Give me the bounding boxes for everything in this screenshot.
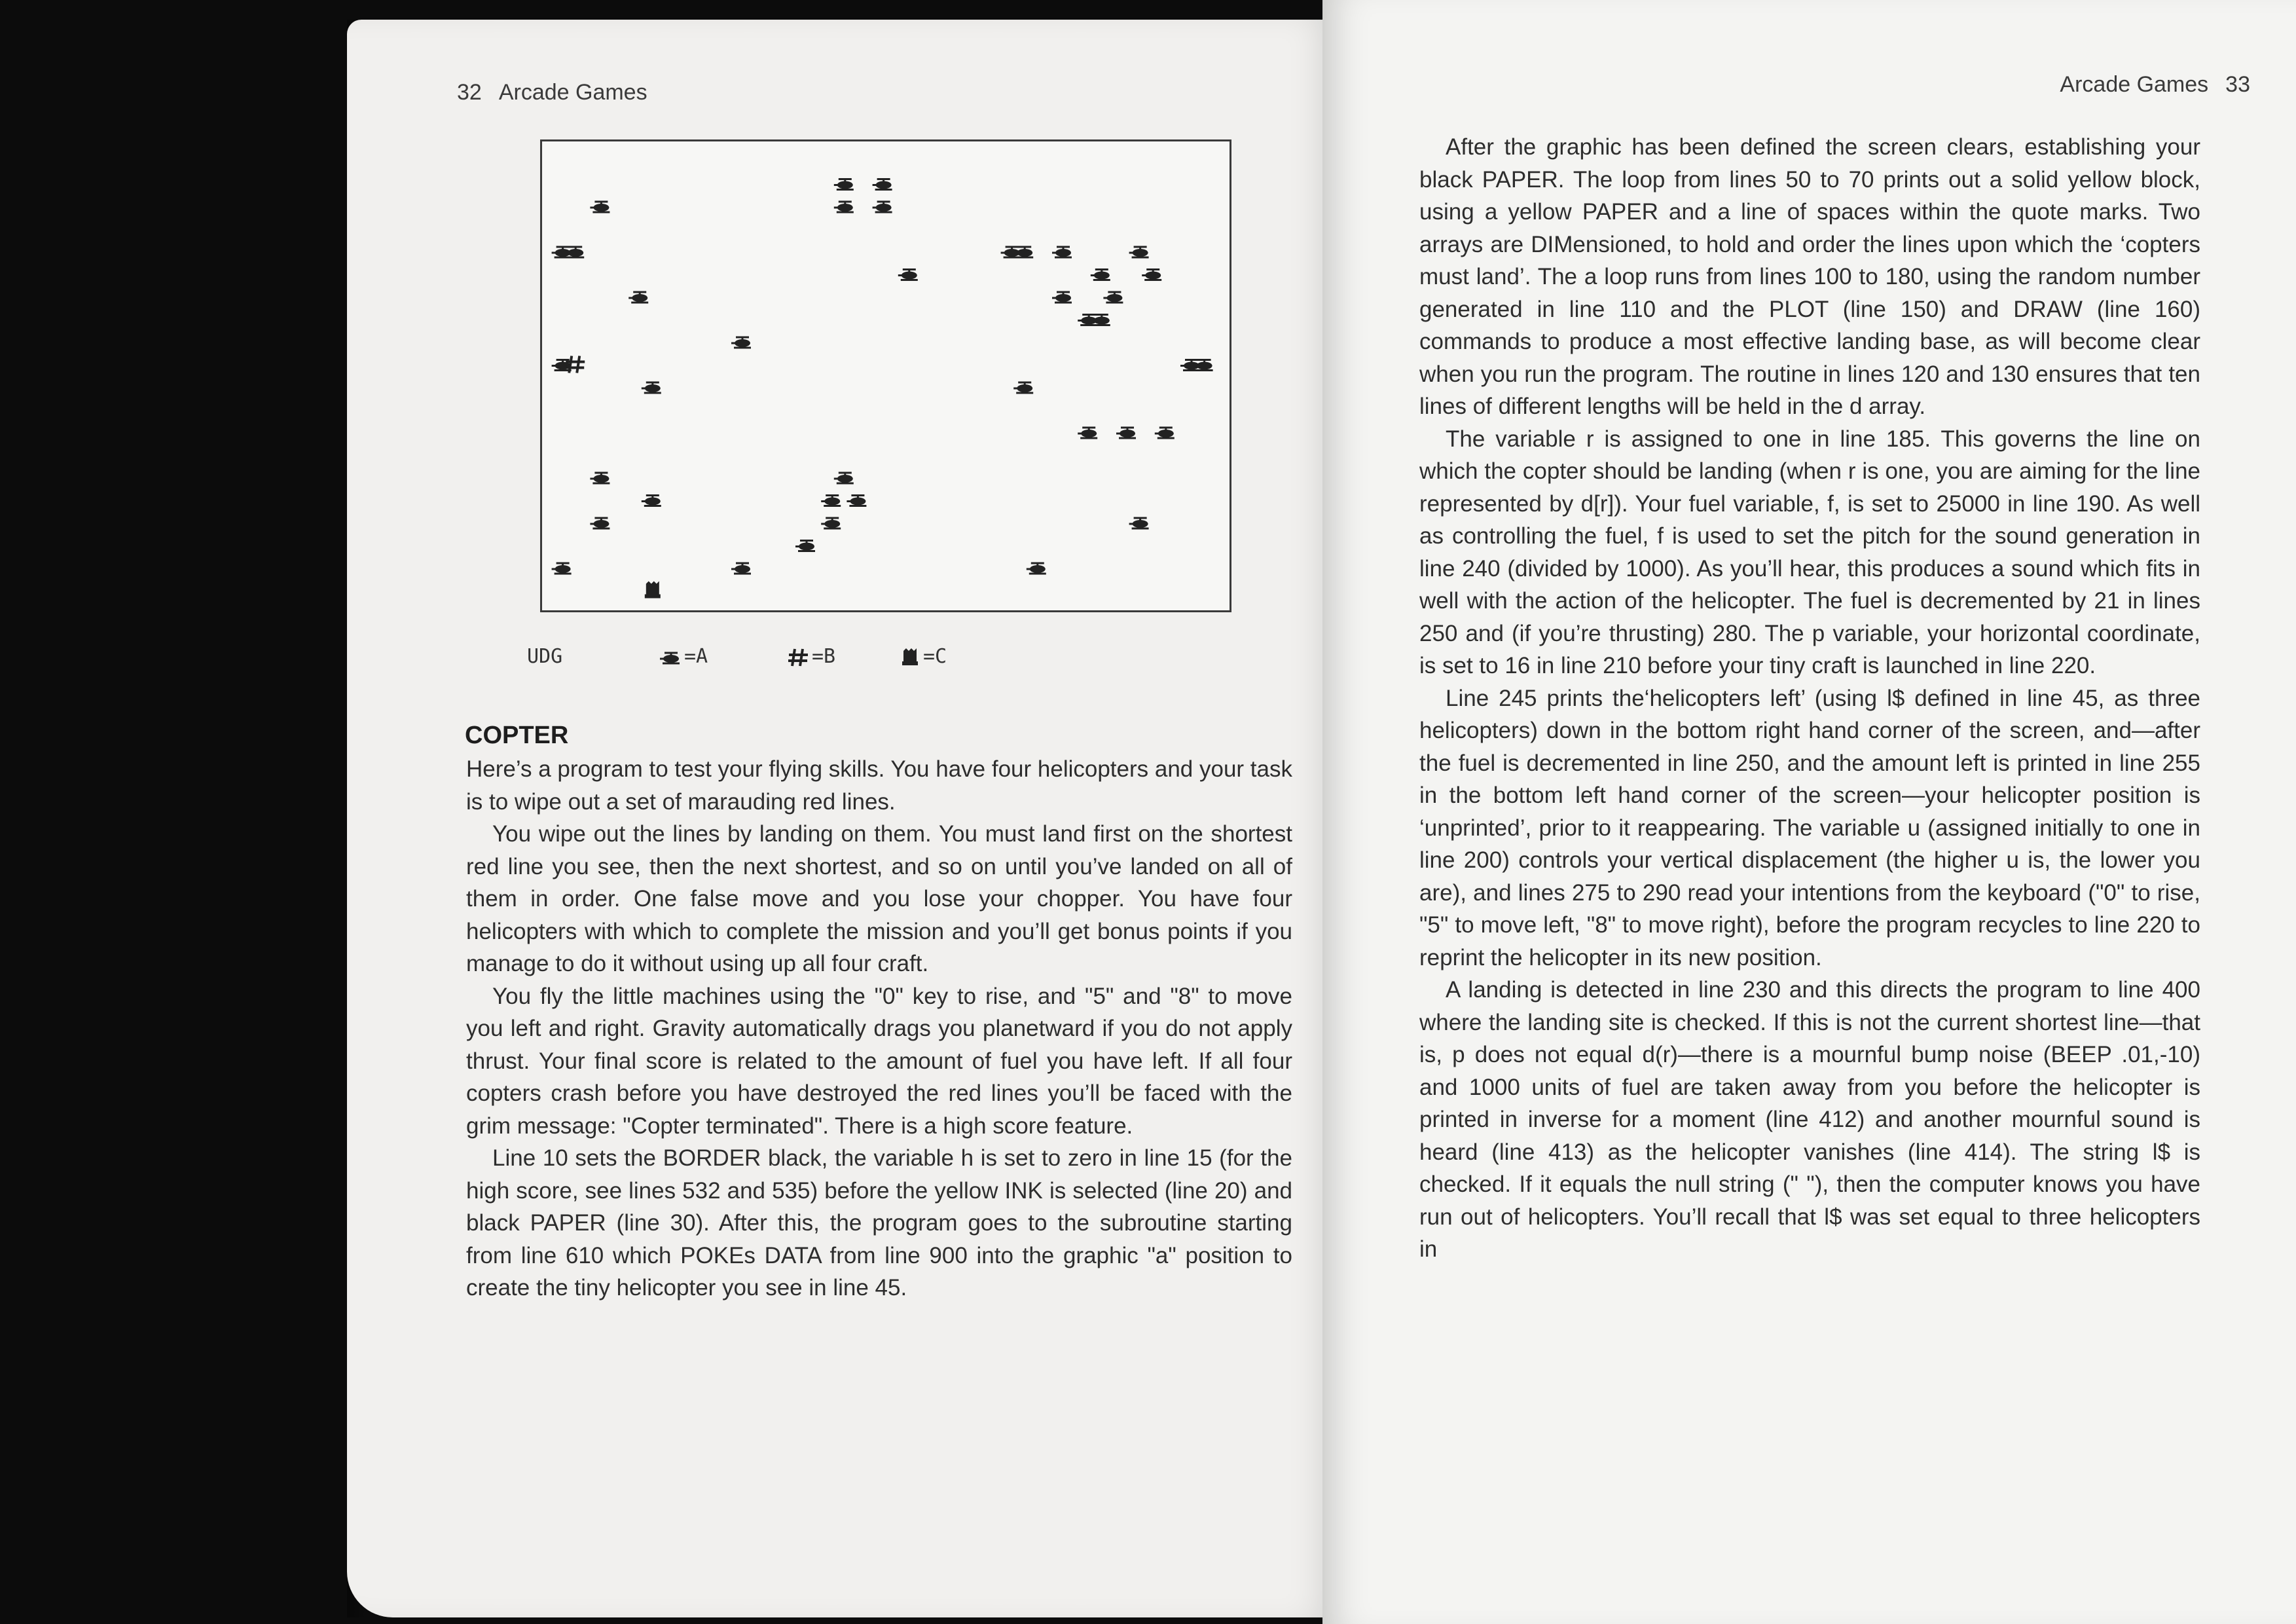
helicopter-sprite: [898, 270, 918, 280]
helicopter-sprite: [590, 518, 610, 528]
helicopter-sprite: [1013, 382, 1033, 393]
running-head-left: [457, 80, 647, 105]
helicopter-sprite: [590, 202, 610, 212]
helicopter-sprite: [629, 292, 648, 303]
udg-key-a: [658, 645, 708, 668]
helicopter-sprite: [795, 541, 815, 551]
helicopter-sprite: [1116, 428, 1136, 438]
helicopter-sprite: [873, 179, 892, 190]
udg-key-c: [897, 645, 947, 668]
sprites-layer: [552, 179, 1213, 599]
udg-label: UDG: [527, 645, 563, 668]
udg-key-c-label: =C: [923, 645, 947, 668]
landing-base-sprite: [645, 581, 661, 599]
helicopter-sprite: [642, 496, 661, 506]
left-body-text: [466, 753, 1292, 1304]
helicopter-sprite: [552, 563, 572, 574]
running-head-title: Arcade Games: [498, 80, 647, 105]
helicopter-icon: [658, 648, 684, 667]
right-page: [1322, 0, 2296, 1624]
paragraph: You fly the little machines using the "0" key to rise, and "5" and "8" to move you left and right. Gravity automatically drags you planetward if you do not apply thrust. Your final score is related to the amount of fuel you have left. If all four copters crash before you have destroyed the red lines you’ll be faced with the grim message: "Copter terminated". There is a high score feature.: [466, 983, 1292, 1139]
paragraph: Line 10 sets the BORDER black, the variable h is set to zero in line 15 (for the high score, see lines 532 and 535) before the yellow INK is selected (line 20) and black PAPER (line 30). After this, the program goes to the subroutine starting from line 610 which POKEs DATA from line 900 into the graphic "a" position to create the tiny helicopter you see in line 45.: [466, 1145, 1292, 1301]
helicopter-sprite: [834, 202, 854, 212]
helicopter-sprite: [1052, 292, 1072, 303]
paragraph: A landing is detected in line 230 and this directs the program to line 400 where the landing site is checked. If this is not the current shortest line—that is, p does not equal d(r)—there is a mournful bump noise (BEEP .01,-10) and 1000 units of fuel are taken away from you before the helicopter is printed in inverse for a moment (line 412) and another mournful sound is heard (line 413) as the helicopter vanishes (line 414). The string l$ is checked. If it equals the null string (" "), then the computer knows you have run out of helicopters. You’ll recall that l$ was set equal to three helicopters in: [1419, 977, 2200, 1262]
page-number: 33: [2225, 72, 2250, 97]
hash-icon: [786, 648, 812, 667]
running-head-title: Arcade Games: [2060, 72, 2209, 97]
helicopter-sprite: [1078, 428, 1097, 438]
helicopter-sprite: [1155, 428, 1175, 438]
game-screen-figure: [540, 139, 1231, 612]
right-body-text: [1419, 131, 2200, 1266]
paragraph: Line 245 prints the‘helicopters left’ (using l$ defined in line 45, as three helicopters) down in the bottom right hand corner of the screen, and—after the fuel is decremented in line 250, and the amount left is printed in line 255 in the bottom left hand corner of the screen—your helicopter position is ‘unprinted’, prior to it reappearing. The variable u (assigned initially to one in line 200) controls your vertical displacement (the higher u is, the lower you are), and lines 275 to 290 read your intentions from the keyboard ("0" to rise, "5" to move left, "8" to move right), before the program recycles to line 220 to reprint the helicopter in its new position.: [1419, 685, 2200, 970]
game-screen-canvas: [542, 141, 1230, 610]
paragraph: After the graphic has been defined the screen clears, establishing your black PAPER. The loop from lines 50 to 70 prints out a solid yellow block, using a yellow PAPER and a line of spaces within the quote marks. Two arrays are DIMensioned, to hold and order the lines upon which the ‘copters must land’. The a loop runs from lines 100 to 180, using the random number generated in line 110 and the PLOT (line 150) and DRAW (line 160) commands to produce a most effective landing base, as will become clear when you run the program. The routine in lines 120 and 130 ensures that ten lines of different lengths will be held in the d array.: [1419, 134, 2200, 419]
helicopter-sprite: [1142, 270, 1161, 280]
helicopter-sprite: [821, 518, 841, 528]
helicopter-sprite: [731, 563, 751, 574]
helicopter-sprite: [873, 202, 892, 212]
helicopter-sprite: [1129, 247, 1149, 257]
helicopter-sprite: [834, 473, 854, 483]
udg-legend: [527, 645, 1247, 678]
helicopter-sprite: [1052, 247, 1072, 257]
helicopter-sprite: [1129, 518, 1149, 528]
udg-key-b-label: =B: [812, 645, 836, 668]
helicopter-sprite: [590, 473, 610, 483]
paragraph: The variable r is assigned to one in line 185. This governs the line on which the copter should be landing (when r is one, you are aiming for the line represented by d[r]). Your fuel variable, f, is set to 25000 in line 190. As well as controlling the fuel, f is used to set the pitch for the sound generation in line 240 (divided by 1000). As you’ll hear, this produces a sound which fits in well with the action of the helicopter. The fuel is decremented by 21 in lines 250 and (if you’re thrusting) 280. The p variable, your horizontal coordinate, is set to 16 in line 210 before your tiny craft is launched in line 220.: [1419, 426, 2200, 678]
paragraph: You wipe out the lines by landing on them. You must land first on the shortest red line you see, then the next shortest, and so on until you’ve landed on all of them in order. One false move and you lose your chopper. You have four helicopters with which to complete the mission and you’ll get bonus points if you manage to do it without using up all four craft.: [466, 821, 1292, 976]
section-heading: COPTER: [465, 722, 569, 749]
helicopter-sprite: [642, 382, 661, 393]
page-number: 32: [457, 80, 482, 105]
udg-key-a-label: =A: [684, 645, 708, 668]
helicopter-sprite: [1091, 270, 1110, 280]
left-page: [347, 20, 1336, 1617]
helicopter-sprite: [834, 179, 854, 190]
helicopter-sprite: [1027, 563, 1046, 574]
paragraph: Here’s a program to test your flying skills. You have four helicopters and your task is to wipe out a set of marauding red lines.: [466, 756, 1292, 815]
helicopter-sprite: [821, 496, 841, 506]
udg-key-b: [786, 645, 835, 668]
helicopter-sprite: [731, 337, 751, 348]
running-head-right: [2060, 72, 2250, 98]
helicopter-sprite: [847, 496, 866, 506]
landing-base-icon: [897, 648, 923, 667]
helicopter-sprite: [1103, 292, 1123, 303]
